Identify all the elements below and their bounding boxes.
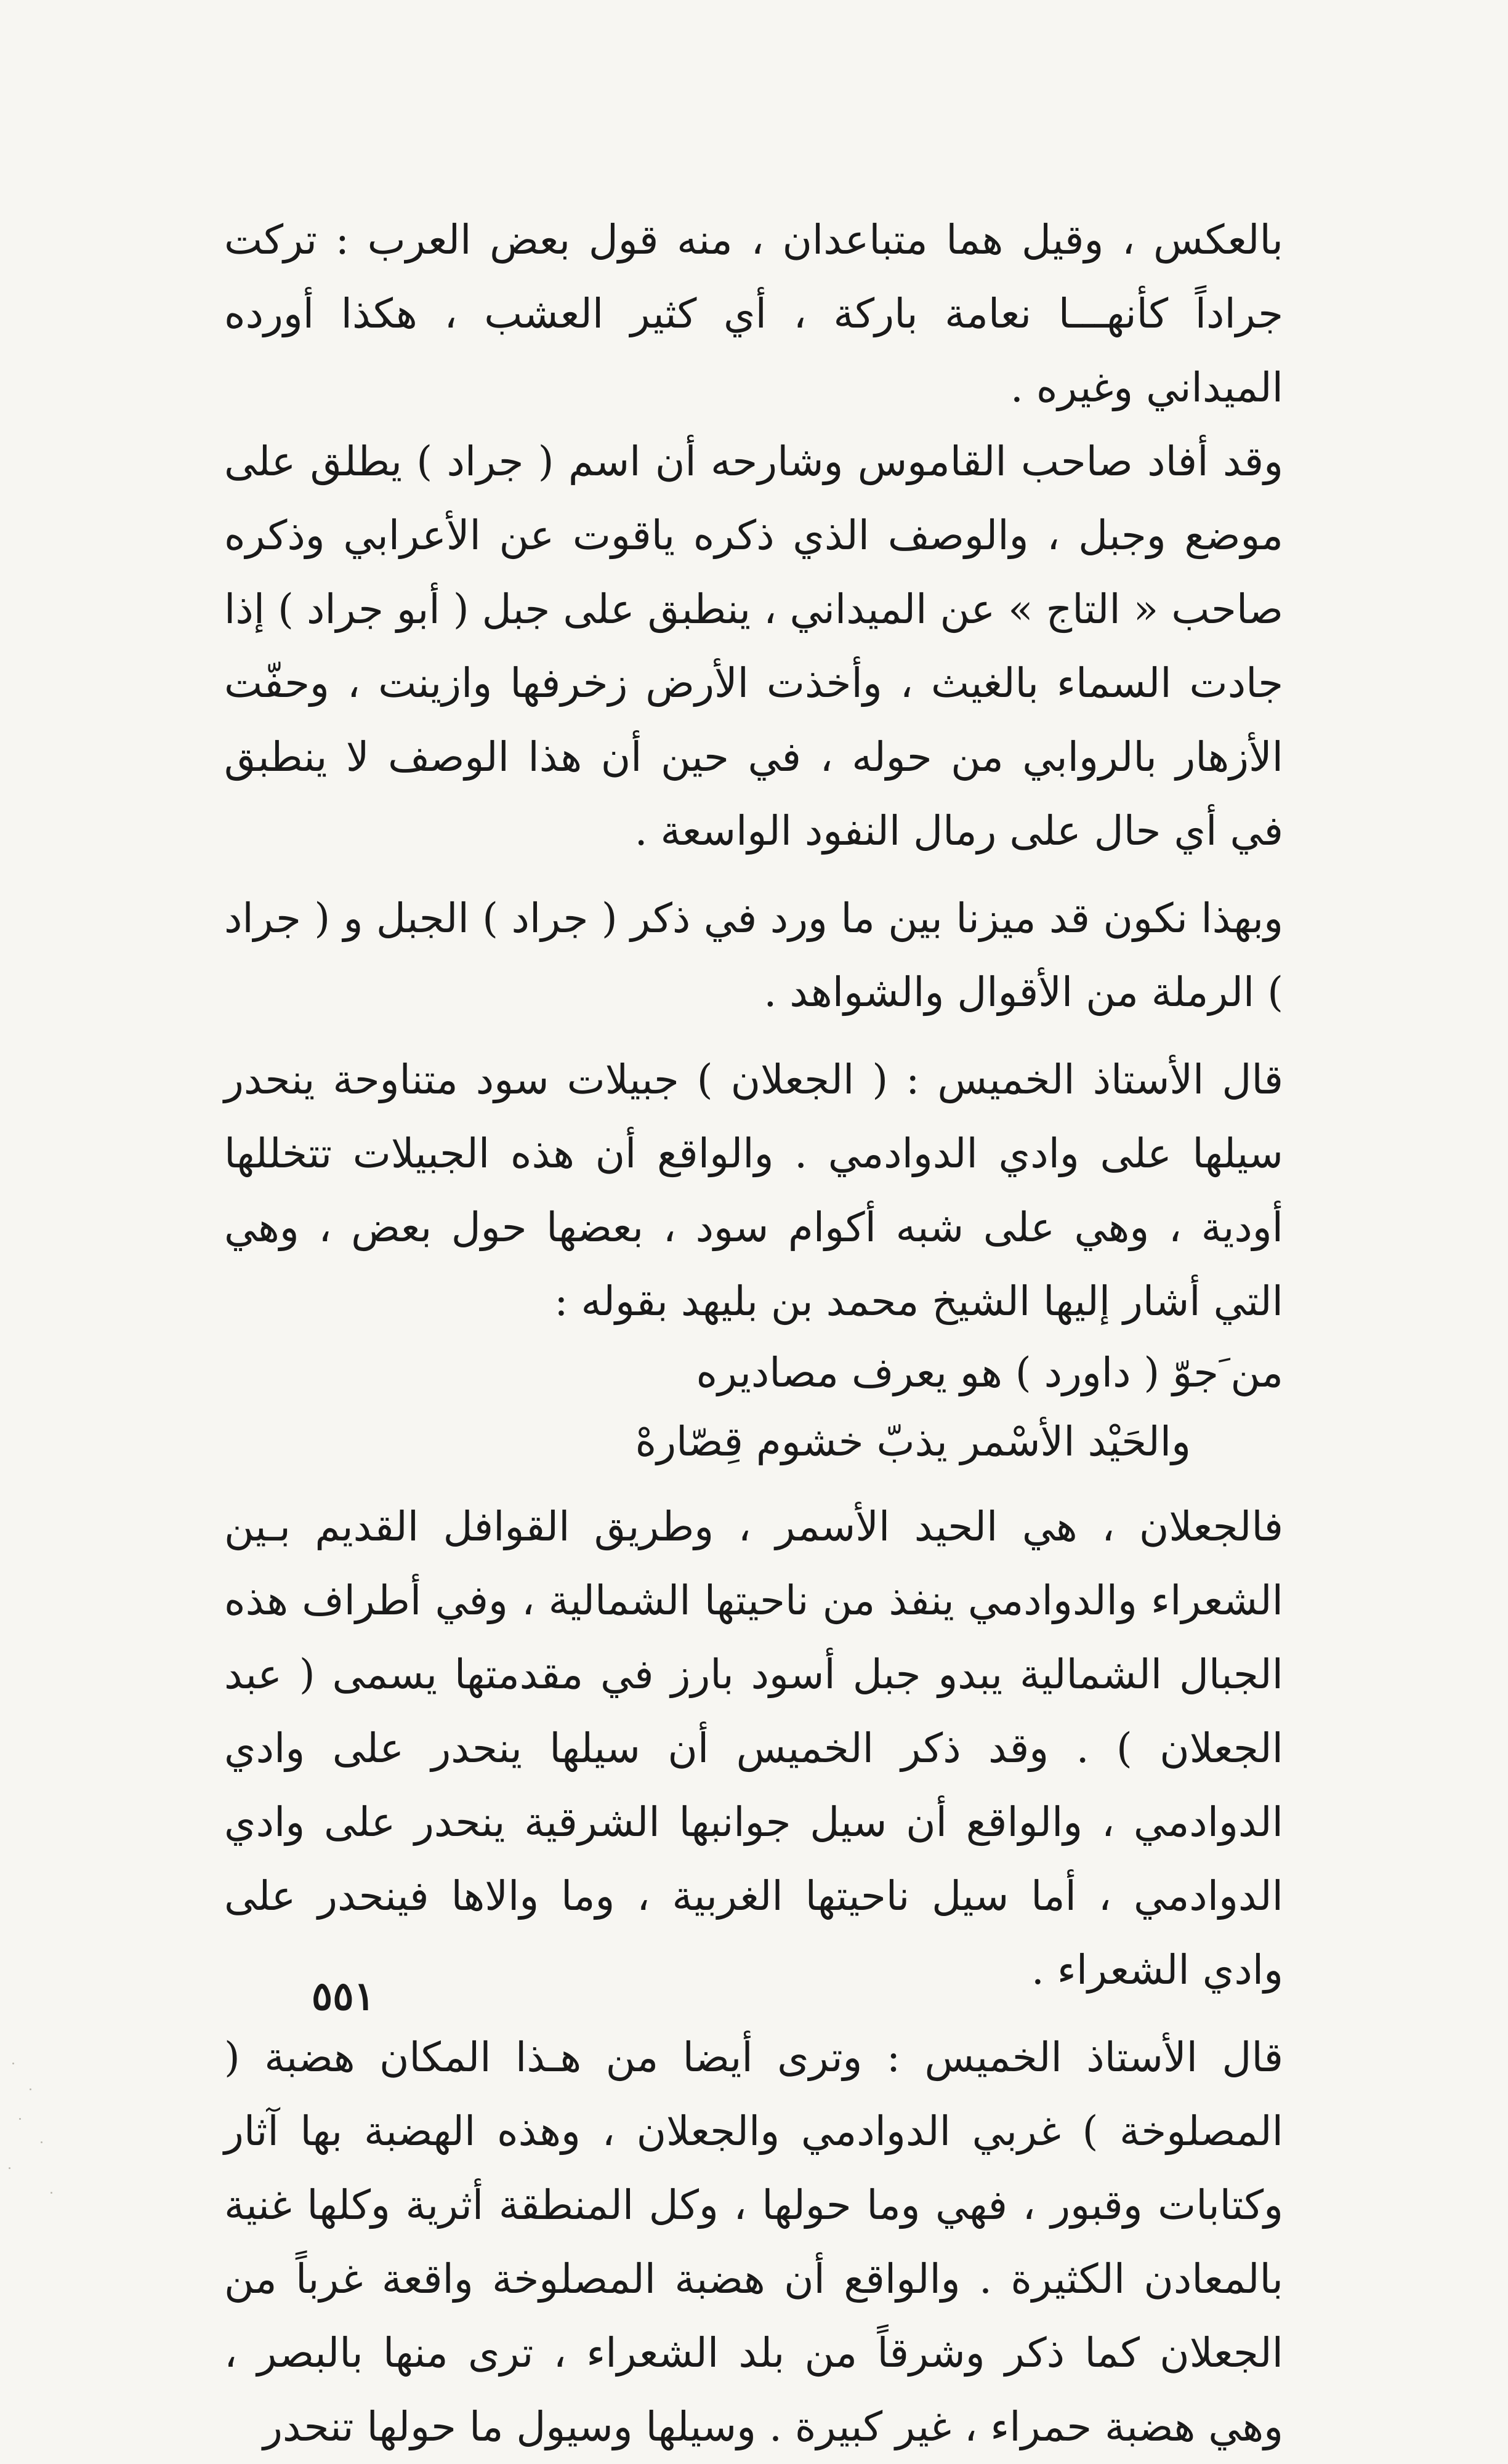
verse-line-1: من َجوّ ( داورد ) هو يعرف مصاديره <box>696 1349 1283 1396</box>
scan-speckle <box>12 2063 14 2064</box>
paragraph-1: بالعكس ، وقيل هما متباعدان ، منه قول بعض العرب : تركت جراداً كأنهـــا نعامة باركة ، أي كثير العشب ، هكذا أورده الميداني وغيره . <box>224 216 1283 411</box>
scan-speckle <box>50 2192 52 2194</box>
verse-line-2: والحَيْد الأسْمر يذبّ خشوم قِصّارهْ <box>635 1418 1191 1465</box>
paragraph-4: قال الأستاذ الخميس : ( الجعلان ) جبيلات سود متناوحة ينحدر سيلها على وادي الدوادمي . والواقع أن هذه الجبيلات تتخللها أودية ، وهي على شبه أكوام سود ، بعضها حول بعض ، وهي التي أشار إليها الشيخ محمد بن بليهد بقوله : <box>224 1056 1283 1325</box>
paragraph-6: قال الأستاذ الخميس : وترى أيضا من هـذا المكان هضبة ( المصلوخة ) غربي الدوادمي والجعلان ، وهذه الهضبة بها آثار وكتابات وقبور ، فهي وما حولها ، وكل المنطقة أثرية وكلها غنية بالمعادن الكثيرة . والواقع أن هضبة المصلوخة واقعة غرباً من الجعلان كما ذكر وشرقاً من بلد الشعراء ، ترى منها بالبصر ، وهي هضبة حمراء ، غير كبيرة . وسيلها وسيول ما حولها تنحدر <box>224 2034 1284 2450</box>
scan-speckle <box>9 2167 10 2169</box>
scan-speckle <box>30 2088 31 2090</box>
paragraph-5: فالجعلان ، هي الحيد الأسمر ، وطريق القوافل القديم بـين الشعراء والدوادمي ينفذ من ناحيتها الشمالية ، وفي أطراف هذه الجبال الشمالية يبدو جبل أسود بارز في مقدمتها يسمى ( عبد الجعلان ) . وقد ذكر الخميس أن سيلها ينحدر على وادي الدوادمي ، والواقع أن سيل جوانبها الشرقية ينحدر على وادي الدوادمي ، أما سيل ناحيتها الغربية ، وما والاها فينحدر على وادي الشعراء . <box>224 1503 1283 1994</box>
poem-verse <box>224 1339 1283 1476</box>
page-body <box>224 203 1283 2464</box>
paragraph-3: وبهذا نكون قد ميزنا بين ما ورد في ذكر ( جراد ) الجبل و ( جراد ) الرملة من الأقوال والشواهد . <box>224 895 1283 1016</box>
paragraph-2: وقد أفاد صاحب القاموس وشارحه أن اسم ( جراد ) يطلق على موضع وجبل ، والوصف الذي ذكره ياقوت عن الأعرابي وذكره صاحب « التاج » عن الميداني ، ينطبق على جبل ( أبو جراد ) إذا جادت السماء بالغيث ، وأخذت الأرض زخرفها وازينت ، وحفّت الأزهار بالروابي من حوله ، في حين أن هذا الوصف لا ينطبق في أي حال على رمال النفود الواسعة . <box>224 438 1283 855</box>
scan-speckle <box>41 2141 42 2143</box>
scan-speckle <box>19 2118 21 2120</box>
page-number: ٥٥١ <box>311 1973 375 2019</box>
